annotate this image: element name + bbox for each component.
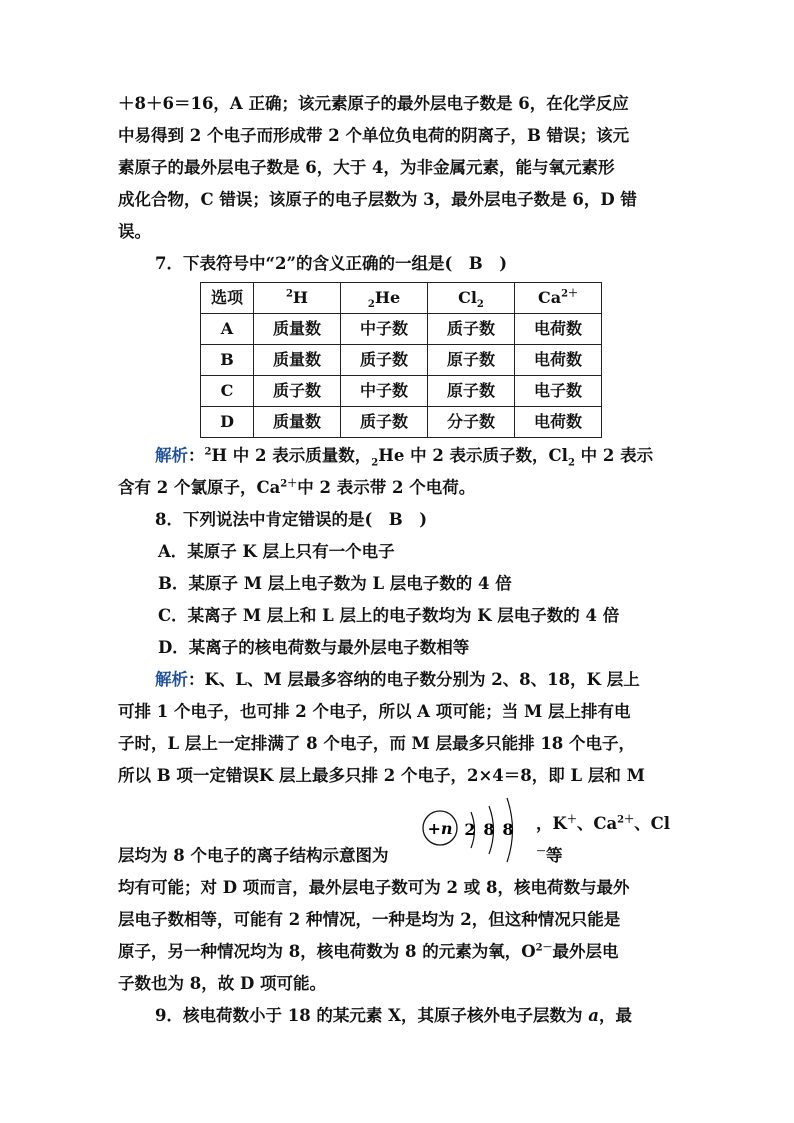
table-cell: 原子数	[428, 376, 515, 407]
question-8-option: C．某离子 M 层上和 L 层上的电子数均为 K 层电子数的 4 倍	[158, 606, 620, 625]
table-cell: D	[201, 407, 254, 438]
analysis-8-line: 所以 B 项一定错误K 层上最多只排 2 个电子，2×4＝8，即 L 层和 M	[118, 766, 645, 785]
table-cell: A	[201, 314, 254, 345]
para1-line: 成化合物，C 错误；该原子的电子层数为 3，最外层电子数是 6，D 错	[118, 190, 637, 209]
para1-line: ＋8＋6＝16，A 正确；该元素原子的最外层电子数是 6，在化学反应	[118, 94, 629, 113]
analysis-8-line: 可排 1 个电子，也可排 2 个电子，所以 A 项可能；当 M 层上排有电	[118, 702, 631, 721]
shell-electron-count: 2	[464, 820, 476, 839]
table-cell: B	[201, 345, 254, 376]
table-cell: 中子数	[341, 314, 428, 345]
table-cell: 质量数	[254, 345, 341, 376]
table-row	[201, 407, 602, 438]
table-cell: 电荷数	[515, 407, 602, 438]
nucleus-charge: +n	[427, 819, 453, 838]
table-header-cell: $_2$He	[341, 283, 428, 314]
table-cell: 电荷数	[515, 345, 602, 376]
shell-electron-count: 8	[502, 820, 514, 839]
question-8-stem: 8．下列说法中肯定错误的是( B )	[155, 510, 428, 529]
analysis-8-line: 子数也为 8，故 D 项可能。	[118, 974, 327, 993]
table-row	[201, 314, 602, 345]
question-8-option: A．某原子 K 层上只有一个电子	[158, 542, 395, 561]
ion-structure-diagram	[418, 790, 528, 870]
table-cell: 质子数	[428, 314, 515, 345]
analysis-7-line: 解析：$^2$H 中 2 表示质量数，$_2$He 中 2 表示质子数，$Cl_2$ 中 2 表示	[155, 446, 654, 469]
analysis-8-line: 子时，L 层上一定排满了 8 个电子，而 M 层最多只能排 18 个电子，	[118, 734, 636, 753]
analysis-7-line: 含有 2 个氯原子，$Ca^{2+}$中 2 表示带 2 个电荷。	[118, 478, 476, 497]
question-8-option: D．某离子的核电荷数与最外层电子数相等	[158, 638, 470, 657]
table-cell: 分子数	[428, 407, 515, 438]
document-page	[118, 88, 678, 1032]
shell-electron-count: 8	[483, 820, 495, 839]
para1-line: 误。	[118, 222, 151, 241]
question-9-stem: 9．核电荷数小于 18 的某元素 X，其原子核外电子层数为 a，最	[155, 1006, 632, 1025]
table-header-row	[201, 283, 602, 314]
table-cell: 电子数	[515, 376, 602, 407]
table-header-cell: $Cl_2$	[428, 283, 515, 314]
table-cell: 电荷数	[515, 314, 602, 345]
para1-line: 素原子的最外层电子数是 6，大于 4，为非金属元素，能与氧元素形	[118, 158, 615, 177]
table-header-cell: 选项	[201, 283, 254, 314]
question-7-stem: 7．下表符号中“2”的含义正确的一组是( B )	[155, 254, 508, 273]
table-cell: 质子数	[341, 407, 428, 438]
table-cell: 质量数	[254, 407, 341, 438]
table-row	[201, 376, 602, 407]
table-header-cell: $Ca^{2+}$	[515, 283, 602, 314]
symbol-table	[200, 282, 602, 438]
table-cell: C	[201, 376, 254, 407]
table-cell: 原子数	[428, 345, 515, 376]
analysis-label: 解析	[155, 446, 188, 465]
table-cell: 质子数	[341, 345, 428, 376]
table-row	[201, 345, 602, 376]
analysis-8-line: 层均为 8 个电子的离子结构示意图为	[118, 846, 389, 865]
table-cell: 质子数	[254, 376, 341, 407]
analysis-8-line: ，K＋、$Ca^{2+}$、Cl－等	[536, 814, 671, 865]
table-header-cell: $^2$H	[254, 283, 341, 314]
table-cell: 中子数	[341, 376, 428, 407]
analysis-8-line: 解析：K、L、M 层最多容纳的电子数分别为 2、8、18，K 层上	[155, 670, 640, 689]
analysis-8-line: 均有可能；对 D 项而言，最外层电子数可为 2 或 8，核电荷数与最外	[118, 878, 630, 897]
question-8-option: B．某原子 M 层上电子数为 L 层电子数的 4 倍	[158, 574, 512, 593]
table-cell: 质量数	[254, 314, 341, 345]
analysis-8-diagram-line	[118, 792, 678, 872]
analysis-8-line: 层电子数相等，可能有 2 种情况，一种是均为 2，但这种情况只能是	[118, 910, 621, 929]
analysis-8-line: 原子，另一种情况均为 8，核电荷数为 8 的元素为氧，$O^{2-}$最外层电	[118, 942, 619, 961]
para1-line: 中易得到 2 个电子而形成带 2 个单位负电荷的阴离子，B 错误；该元	[118, 126, 630, 145]
analysis-label: 解析	[155, 670, 188, 689]
